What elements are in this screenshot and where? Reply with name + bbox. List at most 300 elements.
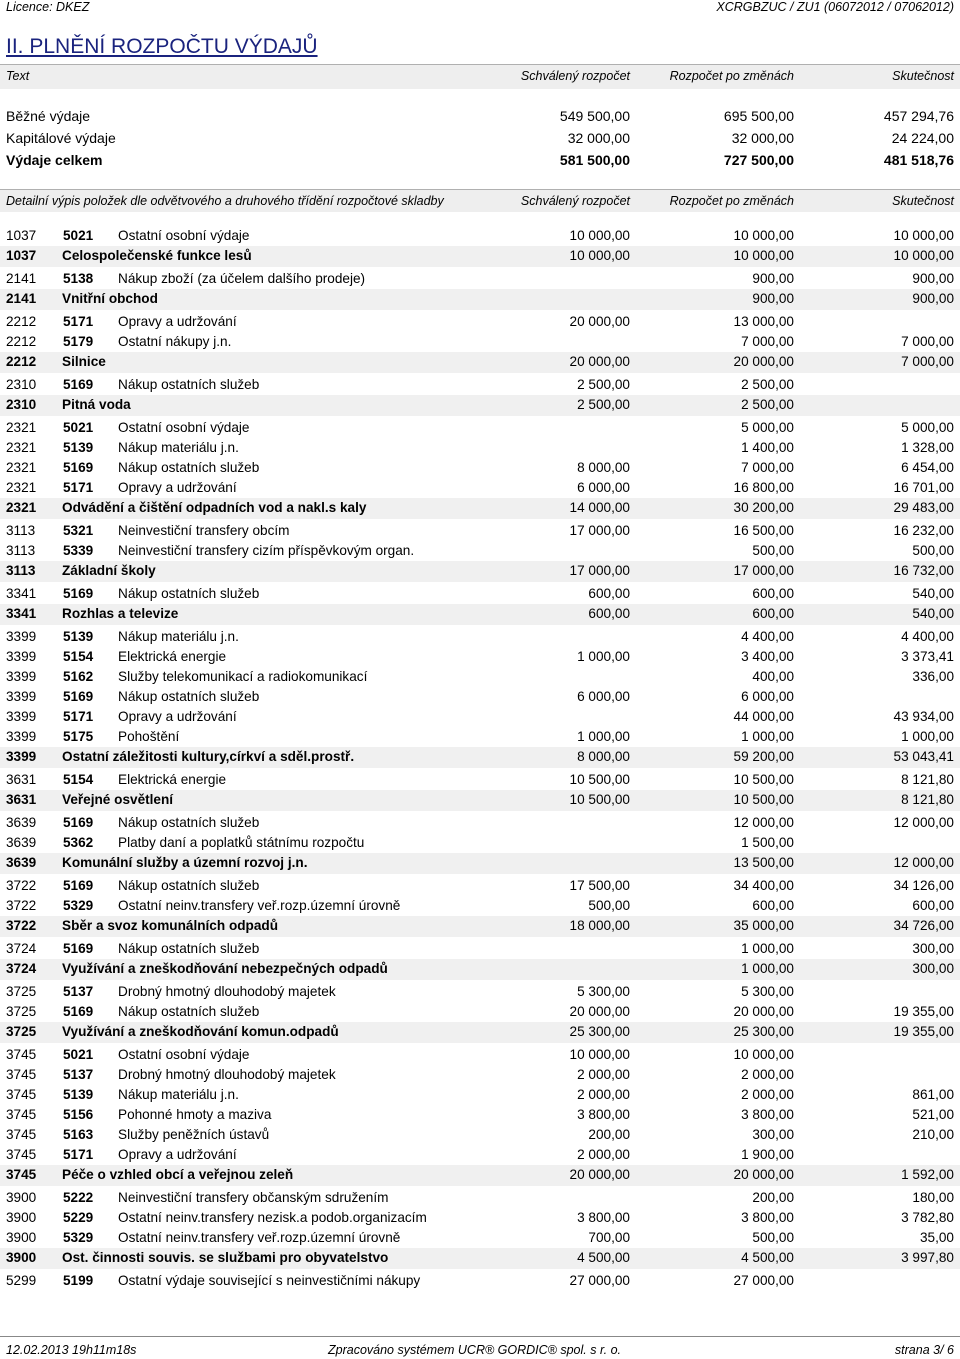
table-row <box>0 1125 960 1145</box>
description-cell: Nákup ostatních služeb <box>118 878 260 893</box>
adjusted-cell: 34 400,00 <box>733 878 794 893</box>
approved-cell: 1 000,00 <box>577 729 630 744</box>
approved-cell: 500,00 <box>588 898 630 913</box>
paragraph-cell: 3399 <box>6 729 37 744</box>
adjusted-cell: 900,00 <box>752 291 794 306</box>
description-cell: Silnice <box>62 354 106 369</box>
actual-cell: 300,00 <box>912 961 954 976</box>
description-cell: Nákup ostatních služeb <box>118 1004 260 1019</box>
approved-cell: 20 000,00 <box>569 1004 630 1019</box>
item-code-cell: 5179 <box>63 334 94 349</box>
approved-cell: 5 300,00 <box>577 984 630 999</box>
footer-datetime: 12.02.2013 19h11m18s <box>6 1343 137 1357</box>
table-row <box>0 1228 960 1248</box>
adjusted-cell: 10 000,00 <box>733 248 794 263</box>
paragraph-cell: 3745 <box>6 1127 37 1142</box>
actual-cell: 34 726,00 <box>893 918 954 933</box>
paragraph-cell: 3113 <box>6 543 36 558</box>
description-cell: Opravy a udržování <box>118 480 237 495</box>
adjusted-cell: 10 500,00 <box>733 772 794 787</box>
col-actual: Skutečnost <box>892 69 954 83</box>
summary-adjusted: 727 500,00 <box>723 152 794 168</box>
item-code-cell: 5175 <box>63 729 94 744</box>
paragraph-cell: 3724 <box>6 941 37 956</box>
table-row <box>0 1002 960 1022</box>
adjusted-cell: 7 000,00 <box>741 334 794 349</box>
adjusted-cell: 30 200,00 <box>733 500 794 515</box>
table-row <box>0 727 960 747</box>
adjusted-cell: 2 000,00 <box>741 1067 794 1082</box>
description-cell: Ostatní výdaje související s neinvestičními nákupy <box>118 1273 421 1288</box>
paragraph-cell: 3725 <box>6 1024 37 1039</box>
table-row <box>0 332 960 352</box>
adjusted-cell: 10 000,00 <box>733 228 794 243</box>
paragraph-cell: 3399 <box>6 709 37 724</box>
adjusted-cell: 300,00 <box>752 1127 794 1142</box>
approved-cell: 2 000,00 <box>577 1067 630 1082</box>
adjusted-cell: 7 000,00 <box>741 460 794 475</box>
table-row <box>0 707 960 727</box>
adjusted-cell: 59 200,00 <box>733 749 794 764</box>
description-cell: Odvádění a čištění odpadních vod a nakl.s kaly <box>62 500 367 515</box>
adjusted-cell: 20 000,00 <box>733 354 794 369</box>
approved-cell: 2 500,00 <box>577 377 630 392</box>
description-cell: Nákup ostatních služeb <box>118 689 260 704</box>
paragraph-cell: 3341 <box>6 606 37 621</box>
actual-cell: 12 000,00 <box>893 855 954 870</box>
table-row <box>0 521 960 541</box>
summary-approved: 32 000,00 <box>567 130 630 146</box>
adjusted-cell: 1 000,00 <box>741 961 794 976</box>
summary-actual: 481 518,76 <box>883 152 954 168</box>
group-total-row <box>0 1022 960 1043</box>
actual-cell: 43 934,00 <box>893 709 954 724</box>
paragraph-cell: 3745 <box>6 1107 37 1122</box>
adjusted-cell: 1 400,00 <box>741 440 794 455</box>
approved-cell: 17 000,00 <box>569 563 630 578</box>
item-code-cell: 5137 <box>63 984 94 999</box>
actual-cell: 8 121,80 <box>901 792 954 807</box>
description-cell: Platby daní a poplatků státnímu rozpočtu <box>118 835 365 850</box>
group-total-row <box>0 853 960 874</box>
adjusted-cell: 2 500,00 <box>741 377 794 392</box>
table-row <box>0 1145 960 1165</box>
description-cell: Rozhlas a televize <box>62 606 179 621</box>
group-total-row <box>0 1248 960 1269</box>
item-code-cell: 5021 <box>63 228 94 243</box>
group-total-row <box>0 747 960 768</box>
adjusted-cell: 20 000,00 <box>733 1004 794 1019</box>
paragraph-cell: 5299 <box>6 1273 37 1288</box>
table-row <box>0 813 960 833</box>
licence-label: Licence: DKEZ <box>6 0 90 14</box>
paragraph-cell: 2212 <box>6 314 37 329</box>
approved-cell: 1 000,00 <box>577 649 630 664</box>
approved-cell: 8 000,00 <box>577 460 630 475</box>
table-row <box>0 418 960 438</box>
actual-cell: 300,00 <box>912 941 954 956</box>
table-row <box>0 375 960 395</box>
approved-cell: 600,00 <box>588 586 630 601</box>
group-total-row <box>0 289 960 310</box>
actual-cell: 6 454,00 <box>901 460 954 475</box>
actual-cell: 4 400,00 <box>901 629 954 644</box>
approved-cell: 10 500,00 <box>569 792 630 807</box>
approved-cell: 3 800,00 <box>577 1107 630 1122</box>
approved-cell: 14 000,00 <box>569 500 630 515</box>
table-row <box>0 939 960 959</box>
item-code-cell: 5169 <box>63 586 94 601</box>
item-code-cell: 5199 <box>63 1273 94 1288</box>
approved-cell: 2 000,00 <box>577 1087 630 1102</box>
item-code-cell: 5139 <box>63 629 94 644</box>
item-code-cell: 5329 <box>63 1230 94 1245</box>
approved-cell: 4 500,00 <box>577 1250 630 1265</box>
group-total-row <box>0 790 960 811</box>
table-row <box>0 647 960 667</box>
summary-row <box>0 128 960 150</box>
approved-cell: 200,00 <box>588 1127 630 1142</box>
adjusted-cell: 12 000,00 <box>733 815 794 830</box>
description-cell: Ostatní neinv.transfery veř.rozp.územní úrovně <box>118 1230 401 1245</box>
actual-cell: 12 000,00 <box>893 815 954 830</box>
description-cell: Sběr a svoz komunálních odpadů <box>62 918 279 933</box>
description-cell: Nákup materiálu j.n. <box>118 1087 239 1102</box>
approved-cell: 10 000,00 <box>569 1047 630 1062</box>
approved-cell: 2 500,00 <box>577 397 630 412</box>
item-code-cell: 5169 <box>63 941 94 956</box>
paragraph-cell: 3724 <box>6 961 37 976</box>
paragraph-cell: 3745 <box>6 1167 37 1182</box>
adjusted-cell: 6 000,00 <box>741 689 794 704</box>
description-cell: Opravy a udržování <box>118 1147 237 1162</box>
table-row <box>0 1085 960 1105</box>
item-code-cell: 5362 <box>63 835 94 850</box>
adjusted-cell: 44 000,00 <box>733 709 794 724</box>
description-cell: Drobný hmotný dlouhodobý majetek <box>118 984 336 999</box>
adjusted-cell: 13 000,00 <box>733 314 794 329</box>
paragraph-cell: 3631 <box>6 772 37 787</box>
group-total-row <box>0 498 960 519</box>
adjusted-cell: 500,00 <box>752 543 794 558</box>
paragraph-cell: 3639 <box>6 835 37 850</box>
item-code-cell: 5222 <box>63 1190 94 1205</box>
actual-cell: 16 732,00 <box>893 563 954 578</box>
summary-label: Běžné výdaje <box>6 108 91 124</box>
item-code-cell: 5229 <box>63 1210 94 1225</box>
item-code-cell: 5162 <box>63 669 94 684</box>
summary-adjusted: 32 000,00 <box>731 130 794 146</box>
actual-cell: 16 701,00 <box>893 480 954 495</box>
summary-actual: 457 294,76 <box>883 108 954 124</box>
adjusted-cell: 3 800,00 <box>741 1210 794 1225</box>
item-code-cell: 5154 <box>63 649 94 664</box>
table-row <box>0 1065 960 1085</box>
description-cell: Nákup ostatních služeb <box>118 815 260 830</box>
approved-cell: 3 800,00 <box>577 1210 630 1225</box>
item-code-cell: 5171 <box>63 314 94 329</box>
item-code-cell: 5163 <box>63 1127 94 1142</box>
adjusted-cell: 25 300,00 <box>733 1024 794 1039</box>
actual-cell: 16 232,00 <box>893 523 954 538</box>
col-adjusted: Rozpočet po změnách <box>669 69 794 83</box>
page-footer <box>0 1336 960 1359</box>
paragraph-cell: 2321 <box>6 460 37 475</box>
paragraph-cell: 2212 <box>6 354 37 369</box>
table-row <box>0 541 960 561</box>
table-row <box>0 1105 960 1125</box>
paragraph-cell: 3722 <box>6 918 37 933</box>
description-cell: Ostatní nákupy j.n. <box>118 334 232 349</box>
paragraph-cell: 2321 <box>6 500 37 515</box>
group-total-row <box>0 1165 960 1186</box>
summary-adjusted: 695 500,00 <box>723 108 794 124</box>
adjusted-cell: 4 500,00 <box>741 1250 794 1265</box>
adjusted-cell: 20 000,00 <box>733 1167 794 1182</box>
description-cell: Ostatní osobní výdaje <box>118 228 250 243</box>
actual-cell: 336,00 <box>912 669 954 684</box>
item-code-cell: 5139 <box>63 1087 94 1102</box>
detail-header <box>0 189 960 212</box>
adjusted-cell: 900,00 <box>752 271 794 286</box>
actual-cell: 540,00 <box>912 606 954 621</box>
col-actual: Skutečnost <box>892 194 954 208</box>
paragraph-cell: 2321 <box>6 440 37 455</box>
description-cell: Neinvestiční transfery cizím příspěvkovým organ. <box>118 543 415 558</box>
item-code-cell: 5321 <box>63 523 94 538</box>
summary-row <box>0 106 960 128</box>
description-cell: Nákup ostatních služeb <box>118 586 260 601</box>
item-code-cell: 5154 <box>63 772 94 787</box>
adjusted-cell: 10 500,00 <box>733 792 794 807</box>
description-cell: Základní školy <box>62 563 156 578</box>
paragraph-cell: 3399 <box>6 689 37 704</box>
actual-cell: 8 121,80 <box>901 772 954 787</box>
adjusted-cell: 17 000,00 <box>733 563 794 578</box>
description-cell: Vnitřní obchod <box>62 291 158 306</box>
table-row <box>0 687 960 707</box>
adjusted-cell: 3 400,00 <box>741 649 794 664</box>
approved-cell: 10 500,00 <box>569 772 630 787</box>
table-row <box>0 1188 960 1208</box>
adjusted-cell: 1 000,00 <box>741 941 794 956</box>
summary-approved: 549 500,00 <box>559 108 630 124</box>
group-total-row <box>0 395 960 416</box>
description-cell: Ostatní neinv.transfery veř.rozp.územní úrovně <box>118 898 401 913</box>
item-code-cell: 5169 <box>63 815 94 830</box>
approved-cell: 25 300,00 <box>569 1024 630 1039</box>
description-cell: Celospolečenské funkce lesů <box>62 248 252 263</box>
description-cell: Služby peněžních ústavů <box>118 1127 270 1142</box>
group-total-row <box>0 916 960 937</box>
actual-cell: 10 000,00 <box>893 248 954 263</box>
adjusted-cell: 1 500,00 <box>741 835 794 850</box>
adjusted-cell: 13 500,00 <box>733 855 794 870</box>
approved-cell: 18 000,00 <box>569 918 630 933</box>
description-cell: Pohoštění <box>118 729 180 744</box>
description-cell: Ostatní osobní výdaje <box>118 1047 250 1062</box>
description-cell: Elektrická energie <box>118 649 227 664</box>
col-adjusted: Rozpočet po změnách <box>669 194 794 208</box>
summary-label: Kapitálové výdaje <box>6 130 116 146</box>
table-row <box>0 269 960 289</box>
approved-cell: 6 000,00 <box>577 480 630 495</box>
summary-label: Výdaje celkem <box>6 152 103 168</box>
actual-cell: 34 126,00 <box>893 878 954 893</box>
actual-cell: 29 483,00 <box>893 500 954 515</box>
paragraph-cell: 3745 <box>6 1067 37 1082</box>
paragraph-cell: 2310 <box>6 397 37 412</box>
adjusted-cell: 500,00 <box>752 1230 794 1245</box>
paragraph-cell: 3745 <box>6 1047 37 1062</box>
description-cell: Nákup materiálu j.n. <box>118 629 239 644</box>
paragraph-cell: 3399 <box>6 649 37 664</box>
description-cell: Komunální služby a územní rozvoj j.n. <box>62 855 308 870</box>
col-text: Text <box>6 69 30 83</box>
actual-cell: 521,00 <box>912 1107 954 1122</box>
item-code-cell: 5171 <box>63 480 94 495</box>
paragraph-cell: 2212 <box>6 334 37 349</box>
actual-cell: 861,00 <box>912 1087 954 1102</box>
approved-cell: 6 000,00 <box>577 689 630 704</box>
description-cell: Péče o vzhled obcí a veřejnou zeleň <box>62 1167 294 1182</box>
paragraph-cell: 3639 <box>6 815 37 830</box>
paragraph-cell: 3900 <box>6 1210 37 1225</box>
table-row <box>0 1045 960 1065</box>
adjusted-cell: 10 000,00 <box>733 1047 794 1062</box>
summary-total-row <box>0 150 960 172</box>
table-row <box>0 770 960 790</box>
actual-cell: 35,00 <box>919 1230 954 1245</box>
paragraph-cell: 3900 <box>6 1190 37 1205</box>
footer-processed: Zpracováno systémem UCR® GORDIC® spol. s r. o. <box>328 1343 622 1357</box>
description-cell: Ostatní záležitosti kultury,církví a sděl.prostř. <box>62 749 355 764</box>
paragraph-cell: 3722 <box>6 878 37 893</box>
footer-page: strana 3/ 6 <box>894 1343 954 1357</box>
actual-cell: 180,00 <box>912 1190 954 1205</box>
actual-cell: 3 782,80 <box>901 1210 954 1225</box>
item-code-cell: 5021 <box>63 1047 94 1062</box>
adjusted-cell: 4 400,00 <box>741 629 794 644</box>
adjusted-cell: 16 800,00 <box>733 480 794 495</box>
actual-cell: 3 997,80 <box>901 1250 954 1265</box>
approved-cell: 20 000,00 <box>569 354 630 369</box>
paragraph-cell: 2321 <box>6 480 37 495</box>
adjusted-cell: 2 000,00 <box>741 1087 794 1102</box>
group-total-row <box>0 352 960 373</box>
description-cell: Neinvestiční transfery občanským sdružením <box>118 1190 389 1205</box>
actual-cell: 7 000,00 <box>901 354 954 369</box>
actual-cell: 540,00 <box>912 586 954 601</box>
actual-cell: 500,00 <box>912 543 954 558</box>
paragraph-cell: 3341 <box>6 586 37 601</box>
group-total-row <box>0 604 960 625</box>
approved-cell: 8 000,00 <box>577 749 630 764</box>
adjusted-cell: 1 900,00 <box>741 1147 794 1162</box>
adjusted-cell: 600,00 <box>752 606 794 621</box>
description-cell: Využívání a zneškodňování nebezpečných odpadů <box>62 961 388 976</box>
item-code-cell: 5169 <box>63 1004 94 1019</box>
item-code-cell: 5156 <box>63 1107 94 1122</box>
actual-cell: 1 592,00 <box>901 1167 954 1182</box>
paragraph-cell: 3900 <box>6 1250 37 1265</box>
actual-cell: 10 000,00 <box>893 228 954 243</box>
adjusted-cell: 5 300,00 <box>741 984 794 999</box>
paragraph-cell: 3745 <box>6 1087 37 1102</box>
page-header <box>0 0 960 14</box>
description-cell: Pitná voda <box>62 397 131 412</box>
actual-cell: 5 000,00 <box>901 420 954 435</box>
col-detail-text: Detailní výpis položek dle odvětvového a druhového třídění rozpočtové skladby <box>6 194 444 208</box>
actual-cell: 19 355,00 <box>893 1004 954 1019</box>
adjusted-cell: 2 500,00 <box>741 397 794 412</box>
document-code: XCRGBZUC / ZU1 (06072012 / 07062012) <box>716 0 954 14</box>
col-approved: Schválený rozpočet <box>520 194 630 208</box>
description-cell: Pohonné hmoty a maziva <box>118 1107 272 1122</box>
paragraph-cell: 2310 <box>6 377 37 392</box>
approved-cell: 700,00 <box>588 1230 630 1245</box>
paragraph-cell: 3399 <box>6 629 37 644</box>
table-row <box>0 833 960 853</box>
actual-cell: 3 373,41 <box>901 649 954 664</box>
paragraph-cell: 2141 <box>6 271 37 286</box>
actual-cell: 1 328,00 <box>901 440 954 455</box>
description-cell: Drobný hmotný dlouhodobý majetek <box>118 1067 336 1082</box>
description-cell: Veřejné osvětlení <box>62 792 174 807</box>
paragraph-cell: 2321 <box>6 420 37 435</box>
table-row <box>0 1271 960 1291</box>
paragraph-cell: 3113 <box>6 563 36 578</box>
actual-cell: 210,00 <box>912 1127 954 1142</box>
description-cell: Ostatní osobní výdaje <box>118 420 250 435</box>
summary-table <box>0 106 960 172</box>
table-row <box>0 627 960 647</box>
item-code-cell: 5169 <box>63 377 94 392</box>
description-cell: Nákup zboží (za účelem dalšího prodeje) <box>118 271 366 286</box>
paragraph-cell: 3399 <box>6 669 37 684</box>
item-code-cell: 5329 <box>63 898 94 913</box>
summary-approved: 581 500,00 <box>559 152 630 168</box>
adjusted-cell: 16 500,00 <box>733 523 794 538</box>
adjusted-cell: 200,00 <box>752 1190 794 1205</box>
approved-cell: 17 000,00 <box>569 523 630 538</box>
description-cell: Elektrická energie <box>118 772 227 787</box>
item-code-cell: 5021 <box>63 420 94 435</box>
adjusted-cell: 1 000,00 <box>741 729 794 744</box>
adjusted-cell: 600,00 <box>752 898 794 913</box>
table-row <box>0 896 960 916</box>
description-cell: Ostatní neinv.transfery nezisk.a podob.organizacím <box>118 1210 427 1225</box>
actual-cell: 7 000,00 <box>901 334 954 349</box>
actual-cell: 900,00 <box>912 271 954 286</box>
item-code-cell: 5139 <box>63 440 94 455</box>
description-cell: Nákup ostatních služeb <box>118 460 260 475</box>
paragraph-cell: 3725 <box>6 984 37 999</box>
item-code-cell: 5169 <box>63 878 94 893</box>
approved-cell: 20 000,00 <box>569 314 630 329</box>
approved-cell: 27 000,00 <box>569 1273 630 1288</box>
table-row <box>0 478 960 498</box>
paragraph-cell: 2141 <box>6 291 37 306</box>
approved-cell: 600,00 <box>588 606 630 621</box>
description-cell: Ost. činnosti souvis. se službami pro obyvatelstvo <box>62 1250 389 1265</box>
paragraph-cell: 3631 <box>6 792 37 807</box>
paragraph-cell: 3745 <box>6 1147 37 1162</box>
group-total-row <box>0 246 960 267</box>
paragraph-cell: 3725 <box>6 1004 37 1019</box>
description-cell: Nákup ostatních služeb <box>118 941 260 956</box>
actual-cell: 900,00 <box>912 291 954 306</box>
